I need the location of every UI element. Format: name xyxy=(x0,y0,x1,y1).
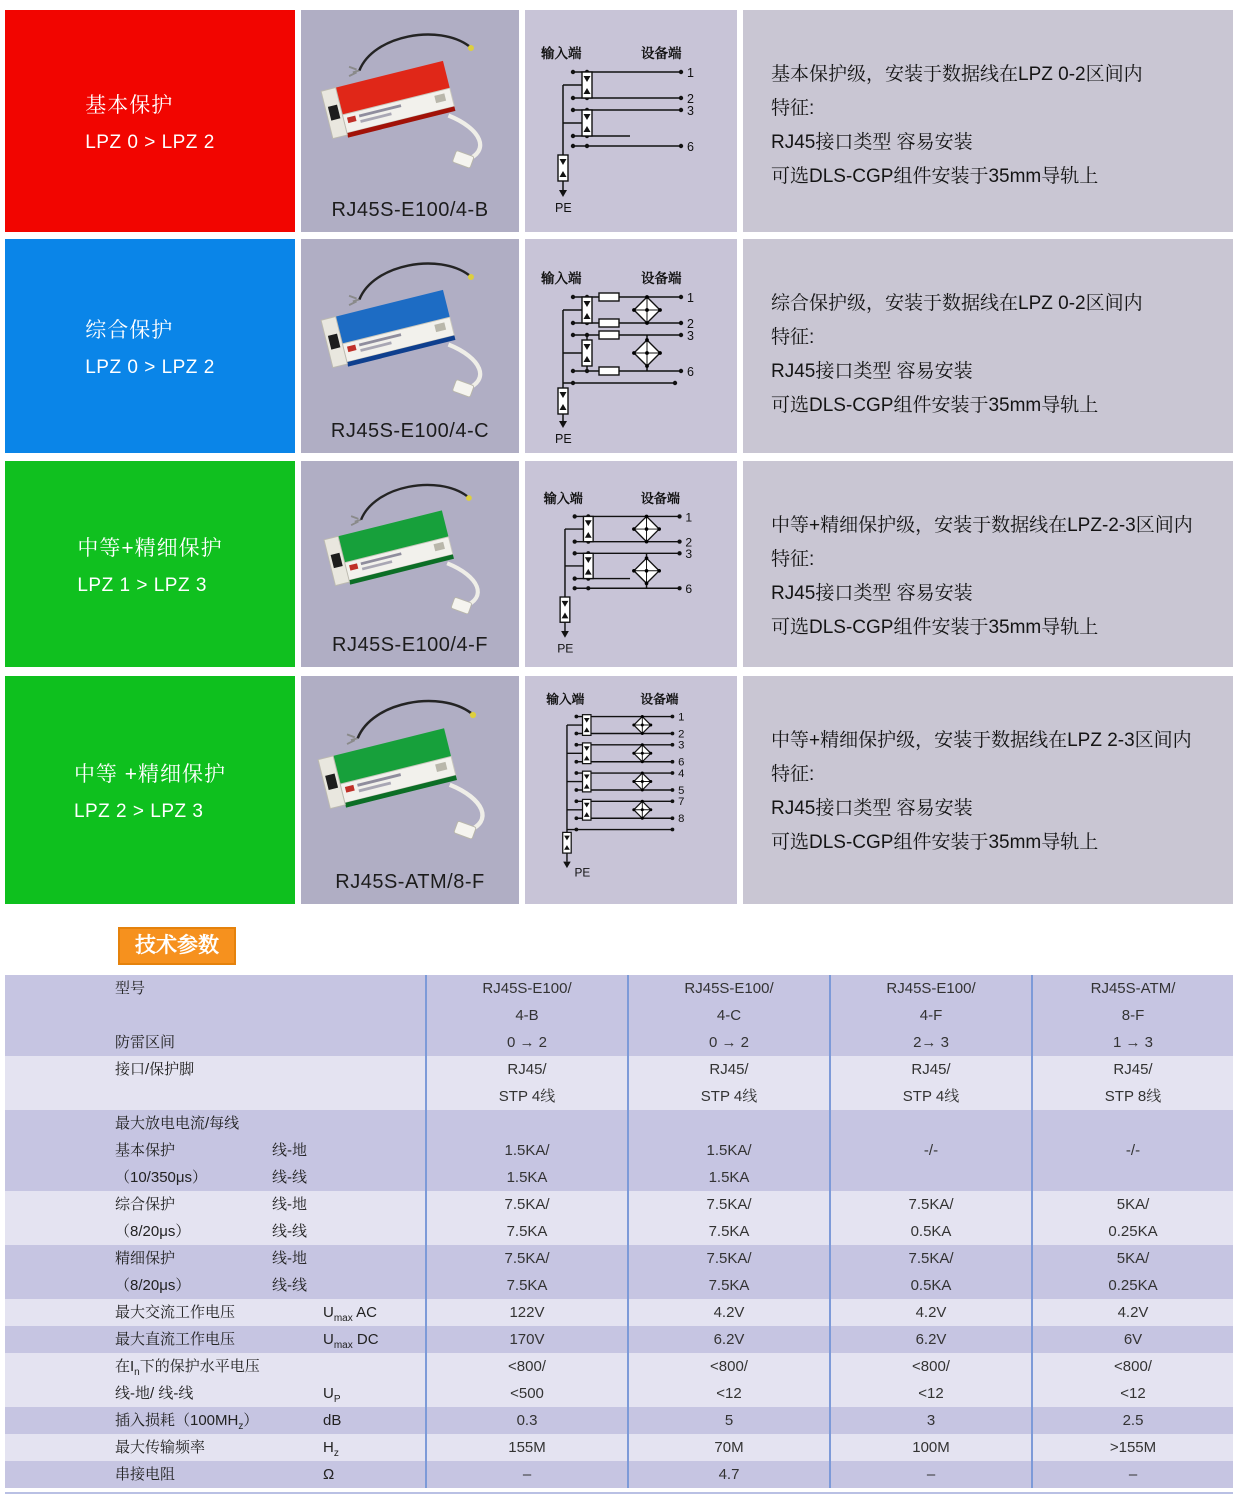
gdt-symbol-pe xyxy=(563,832,571,853)
wire-tip xyxy=(468,45,474,51)
pin-number: 2 xyxy=(687,317,694,331)
table-row xyxy=(5,1272,1233,1299)
cell: 1.5KA/ xyxy=(425,1137,627,1164)
product-model: RJ45S-ATM/8-F xyxy=(335,871,485,893)
table-row xyxy=(5,1380,1233,1407)
cell: 7.5KA xyxy=(425,1218,627,1245)
row-label: 防雷区间 xyxy=(115,1034,176,1051)
resistor-symbol xyxy=(599,367,619,375)
gdt-symbol-pe xyxy=(558,388,568,414)
pin-number: 2 xyxy=(687,92,694,106)
pin-number: 3 xyxy=(687,329,694,343)
protection-zone: LPZ 2 > LPZ 3 xyxy=(73,800,204,822)
pe-label: PE xyxy=(555,432,572,446)
table-band xyxy=(5,1326,1233,1353)
pin-number: 6 xyxy=(678,756,685,769)
gdt-symbol xyxy=(583,715,591,736)
table-band xyxy=(5,1110,1233,1191)
circuit-diagram xyxy=(525,677,737,903)
gdt-symbol xyxy=(583,799,591,820)
section-title-badge: 技术参数 xyxy=(118,927,236,965)
desc-line: 基本保护级，安装于数据线在LPZ 0-2区间内 xyxy=(771,64,1143,85)
cell: 170V xyxy=(425,1326,627,1353)
row-label xyxy=(5,1002,425,1029)
product-photo-panel xyxy=(301,461,519,667)
product-description xyxy=(743,676,1233,904)
circuit-device-label: 设备端 xyxy=(640,490,680,506)
cell: <800/ xyxy=(425,1353,627,1380)
cell: 0 → 2 xyxy=(627,1029,829,1056)
desc-line: 综合保护级，安装于数据线在LPZ 0-2区间内 xyxy=(771,293,1143,314)
desc-line: 中等+精细保护级，安装于数据线在LPZ-2-3区间内 xyxy=(771,515,1193,536)
gdt-symbol xyxy=(583,743,591,764)
table-band xyxy=(5,1191,1233,1245)
protection-zone: LPZ 1 > LPZ 3 xyxy=(77,574,207,596)
cell: RJ45/ xyxy=(1031,1056,1233,1083)
row-label: 插入损耗$(100MH_z)$ dB xyxy=(115,1412,342,1432)
protection-zone: LPZ 0 > LPZ 2 xyxy=(85,356,215,378)
gdt-symbol xyxy=(583,516,593,541)
rj45-plug xyxy=(452,150,474,168)
table-row xyxy=(5,1137,1233,1164)
gdt-symbol xyxy=(582,297,592,323)
cell: – xyxy=(829,1461,1031,1488)
rj45-plug xyxy=(452,379,474,397)
cell: STP 4线 xyxy=(627,1083,829,1110)
product-model: RJ45S-E100/4-C xyxy=(330,420,490,442)
product-model: RJ45S-E100/4-B xyxy=(331,199,489,221)
pe-label: PE xyxy=(555,201,572,215)
cell: 4-B xyxy=(425,1002,627,1029)
wire-tip xyxy=(470,712,476,718)
ground-arrow xyxy=(561,631,569,638)
table-row xyxy=(5,1461,1233,1488)
cell: RJ45S-ATM/ xyxy=(1031,975,1233,1002)
cell xyxy=(1031,1164,1233,1191)
row-label: （8/20μs） 线-线 xyxy=(115,1277,307,1294)
diode-bridge-symbol xyxy=(632,295,662,325)
cell: -/- xyxy=(829,1137,1031,1164)
cell: 4.2V xyxy=(627,1299,829,1326)
device-body xyxy=(324,510,454,588)
cell xyxy=(627,1110,829,1137)
row-label: 最大交流工作电压 $U_{max}$ AC xyxy=(115,1304,377,1324)
circuit-panel xyxy=(525,10,737,232)
diode-bridge-symbol xyxy=(632,338,662,368)
pin-number: 7 xyxy=(678,796,685,809)
pin-number: 2 xyxy=(685,535,693,550)
circuit-diagram xyxy=(525,243,737,449)
desc-line: RJ45接口类型 容易安装 xyxy=(771,132,973,153)
ground-arrow xyxy=(563,862,571,869)
cell: 100M xyxy=(829,1434,1031,1461)
bottom-rule xyxy=(5,1492,1233,1494)
table-band xyxy=(5,1461,1233,1488)
protection-grade: 综合保护 xyxy=(85,318,174,342)
cell: 155M xyxy=(425,1434,627,1461)
cell: 5KA/ xyxy=(1031,1245,1233,1272)
desc-line: 特征: xyxy=(771,764,815,785)
pin-number: 1 xyxy=(685,510,693,525)
row-label xyxy=(5,1083,425,1110)
ground-wire xyxy=(359,35,469,71)
pin-number: 6 xyxy=(687,140,694,154)
ground-wire xyxy=(361,485,467,520)
row-label: 线-地/ 线-线 $U_P$ xyxy=(115,1385,341,1405)
product-row xyxy=(5,461,1233,667)
gdt-symbol xyxy=(582,340,592,366)
cell: 5KA/ xyxy=(1031,1191,1233,1218)
circuit-panel xyxy=(525,239,737,453)
wire-tip xyxy=(466,495,472,501)
cell: 7.5KA/ xyxy=(627,1245,829,1272)
cell: 0.25KA xyxy=(1031,1272,1233,1299)
cell: 6.2V xyxy=(829,1326,1031,1353)
desc-line: 中等+精细保护级，安装于数据线在LPZ 2-3区间内 xyxy=(771,730,1192,751)
desc-line: RJ45接口类型 容易安装 xyxy=(771,583,973,604)
product-photo-panel xyxy=(301,676,519,904)
cell: STP 8线 xyxy=(1031,1083,1233,1110)
cell: 0 → 2 xyxy=(425,1029,627,1056)
cell: <500 xyxy=(425,1380,627,1407)
diode-bridge-symbol xyxy=(632,800,652,820)
product-description xyxy=(743,461,1233,667)
cell: 7.5KA/ xyxy=(425,1191,627,1218)
row-label: 串接电阻 Ω xyxy=(115,1466,335,1483)
resistor-symbol xyxy=(599,319,619,327)
table-band xyxy=(5,1353,1233,1407)
cell xyxy=(425,1110,627,1137)
wire-tip xyxy=(468,274,474,280)
table-row xyxy=(5,1407,1233,1434)
ground-arrow xyxy=(559,421,567,428)
cell: 70M xyxy=(627,1434,829,1461)
pin-number: 3 xyxy=(685,547,693,562)
pin-number: 4 xyxy=(678,767,685,780)
pe-label: PE xyxy=(557,641,574,656)
protection-level-block xyxy=(5,461,295,667)
circuit-input-label: 输入端 xyxy=(546,691,585,707)
protection-grade: 基本保护 xyxy=(85,93,174,117)
cell: >155M xyxy=(1031,1434,1233,1461)
gdt-symbol-pe xyxy=(558,155,568,181)
table-band xyxy=(5,1299,1233,1326)
cell: STP 4线 xyxy=(829,1083,1031,1110)
table-band xyxy=(5,1056,1233,1110)
desc-line: RJ45接口类型 容易安装 xyxy=(771,798,973,819)
product-photo xyxy=(301,247,519,397)
diode-bridge-symbol xyxy=(632,515,661,544)
table-row xyxy=(5,1083,1233,1110)
protection-level-block xyxy=(5,10,295,232)
cell: – xyxy=(425,1461,627,1488)
cell: 2.5 xyxy=(1031,1407,1233,1434)
desc-line: 特征: xyxy=(771,327,815,348)
device-body xyxy=(321,61,455,141)
product-photo xyxy=(301,684,519,839)
cell: 1.5KA xyxy=(425,1164,627,1191)
cell: 7.5KA/ xyxy=(627,1191,829,1218)
cell xyxy=(829,1110,1031,1137)
table-row xyxy=(5,1353,1233,1380)
resistor-symbol xyxy=(599,293,619,301)
table-row xyxy=(5,1029,1233,1056)
cell: 1 → 3 xyxy=(1031,1029,1233,1056)
cell: 2→ 3 xyxy=(829,1029,1031,1056)
table-row xyxy=(5,1245,1233,1272)
table-row xyxy=(5,1002,1233,1029)
row-label: 最大传输频率 $H_z$ xyxy=(115,1439,339,1459)
row-label: 最大直流工作电压 $U_{max}$ DC xyxy=(115,1331,379,1351)
table-row xyxy=(5,1326,1233,1353)
cell: <800/ xyxy=(829,1353,1031,1380)
rj45-plug xyxy=(451,597,472,614)
cell: 4-C xyxy=(627,1002,829,1029)
cell: 0.5KA xyxy=(829,1272,1031,1299)
cell: <12 xyxy=(1031,1380,1233,1407)
cell: 6.2V xyxy=(627,1326,829,1353)
protection-level-block xyxy=(5,239,295,453)
cell: RJ45S-E100/ xyxy=(829,975,1031,1002)
cell: 4.2V xyxy=(1031,1299,1233,1326)
product-row xyxy=(5,10,1233,232)
diode-bridge-symbol xyxy=(632,772,652,792)
table-row xyxy=(5,1299,1233,1326)
pin-number: 6 xyxy=(685,582,693,597)
pin-number: 6 xyxy=(687,365,694,379)
cell: 0.3 xyxy=(425,1407,627,1434)
circuit-diagram xyxy=(525,18,737,224)
desc-line: 特征: xyxy=(771,549,815,570)
device-body xyxy=(318,728,457,811)
cell: 4-F xyxy=(829,1002,1031,1029)
diode-bridge-symbol xyxy=(632,743,652,763)
desc-line: 可选DLS-CGP组件安装于35mm导轨上 xyxy=(771,617,1099,638)
circuit-input-label: 输入端 xyxy=(541,271,582,286)
cell: 8-F xyxy=(1031,1002,1233,1029)
table-band xyxy=(5,975,1233,1056)
circuit-device-label: 设备端 xyxy=(641,271,682,286)
cell: 1.5KA/ xyxy=(627,1137,829,1164)
resistor-symbol xyxy=(599,331,619,339)
desc-line: 可选DLS-CGP组件安装于35mm导轨上 xyxy=(771,166,1099,187)
table-row xyxy=(5,975,1233,1002)
protection-zone: LPZ 0 > LPZ 2 xyxy=(85,131,215,153)
table-band xyxy=(5,1245,1233,1299)
circuit-input-label: 输入端 xyxy=(543,490,583,506)
cell: RJ45/ xyxy=(627,1056,829,1083)
cell: – xyxy=(1031,1461,1233,1488)
table-band xyxy=(5,1434,1233,1461)
rj45-plug xyxy=(454,821,477,839)
cell: RJ45/ xyxy=(425,1056,627,1083)
cell: RJ45S-E100/ xyxy=(425,975,627,1002)
cell: 7.5KA xyxy=(425,1272,627,1299)
cell: 0.5KA xyxy=(829,1218,1031,1245)
cell: 3 xyxy=(829,1407,1031,1434)
circuit-panel xyxy=(525,676,737,904)
pin-number: 5 xyxy=(678,784,685,797)
cell: 7.5KA/ xyxy=(425,1245,627,1272)
row-label: 型号 xyxy=(115,980,146,997)
product-photo xyxy=(301,469,519,614)
row-label: （10/350μs） 线-线 xyxy=(115,1169,307,1186)
table-row xyxy=(5,1164,1233,1191)
cell: 122V xyxy=(425,1299,627,1326)
product-description xyxy=(743,239,1233,453)
ground-wire xyxy=(358,701,471,738)
tech-parameters-table xyxy=(5,975,1233,1488)
row-label: 在$I_n$下的保护水平电压 xyxy=(115,1358,260,1378)
cell: STP 4线 xyxy=(425,1083,627,1110)
desc-line: 特征: xyxy=(771,98,815,119)
cell: 7.5KA/ xyxy=(829,1245,1031,1272)
cell: <800/ xyxy=(627,1353,829,1380)
gdt-symbol-pe xyxy=(560,597,570,622)
gdt-symbol xyxy=(583,771,591,792)
cell: -/- xyxy=(1031,1137,1233,1164)
cell: 0.25KA xyxy=(1031,1218,1233,1245)
cell: RJ45S-E100/ xyxy=(627,975,829,1002)
cell xyxy=(829,1164,1031,1191)
row-label: 接口/保护脚 xyxy=(115,1061,195,1078)
pin-number: 3 xyxy=(687,104,694,118)
device-body xyxy=(321,290,455,370)
product-row xyxy=(5,676,1233,904)
protection-grade: 中等 +精细保护 xyxy=(73,762,227,786)
pin-number: 1 xyxy=(687,291,694,305)
ground-arrow xyxy=(559,190,567,197)
pin-number: 1 xyxy=(687,66,694,80)
cell: <800/ xyxy=(1031,1353,1233,1380)
table-row xyxy=(5,1218,1233,1245)
product-photo-panel xyxy=(301,10,519,232)
gdt-symbol xyxy=(583,553,593,578)
product-photo xyxy=(301,18,519,168)
table-row xyxy=(5,1191,1233,1218)
circuit-device-label: 设备端 xyxy=(641,46,682,61)
circuit-device-label: 设备端 xyxy=(640,691,679,707)
cell: RJ45/ xyxy=(829,1056,1031,1083)
diode-bridge-symbol xyxy=(632,556,661,585)
cell: 5 xyxy=(627,1407,829,1434)
cell: 7.5KA/ xyxy=(829,1191,1031,1218)
desc-line: 可选DLS-CGP组件安装于35mm导轨上 xyxy=(771,832,1099,853)
fork-terminal xyxy=(349,67,359,76)
row-label: 精细保护 线-地 xyxy=(115,1250,307,1267)
cell xyxy=(1031,1110,1233,1137)
table-row xyxy=(5,1056,1233,1083)
cell: 6V xyxy=(1031,1326,1233,1353)
pin-number: 2 xyxy=(678,728,685,741)
product-photo-panel xyxy=(301,239,519,453)
protection-grade: 中等+精细保护 xyxy=(77,536,223,560)
circuit-diagram xyxy=(525,464,737,664)
desc-line: 可选DLS-CGP组件安装于35mm导轨上 xyxy=(771,395,1099,416)
ground-wire xyxy=(359,264,469,300)
pin-number: 3 xyxy=(678,739,685,752)
table-row xyxy=(5,1434,1233,1461)
pin-number: 1 xyxy=(678,711,685,724)
protection-level-block xyxy=(5,676,295,904)
pin-number: 8 xyxy=(678,813,685,826)
product-description xyxy=(743,10,1233,232)
row-label: （8/20μs） 线-线 xyxy=(115,1223,307,1240)
cell: <12 xyxy=(829,1380,1031,1407)
product-row xyxy=(5,239,1233,453)
table-band xyxy=(5,1407,1233,1434)
cell: <12 xyxy=(627,1380,829,1407)
cell: 4.7 xyxy=(627,1461,829,1488)
row-label: 基本保护 线-地 xyxy=(115,1142,307,1159)
circuit-panel xyxy=(525,461,737,667)
gdt-symbol xyxy=(582,72,592,98)
cell: 7.5KA xyxy=(627,1218,829,1245)
pe-label: PE xyxy=(574,866,591,880)
row-label: 综合保护 线-地 xyxy=(115,1196,307,1213)
cell: 4.2V xyxy=(829,1299,1031,1326)
cell: 1.5KA xyxy=(627,1164,829,1191)
row-label: 最大放电电流/每线 xyxy=(115,1115,240,1132)
diode-bridge-symbol xyxy=(632,715,652,735)
cell: 7.5KA xyxy=(627,1272,829,1299)
gdt-symbol xyxy=(582,110,592,136)
product-model: RJ45S-E100/4-F xyxy=(332,634,488,656)
circuit-input-label: 输入端 xyxy=(541,46,582,61)
desc-line: RJ45接口类型 容易安装 xyxy=(771,361,973,382)
table-row xyxy=(5,1110,1233,1137)
